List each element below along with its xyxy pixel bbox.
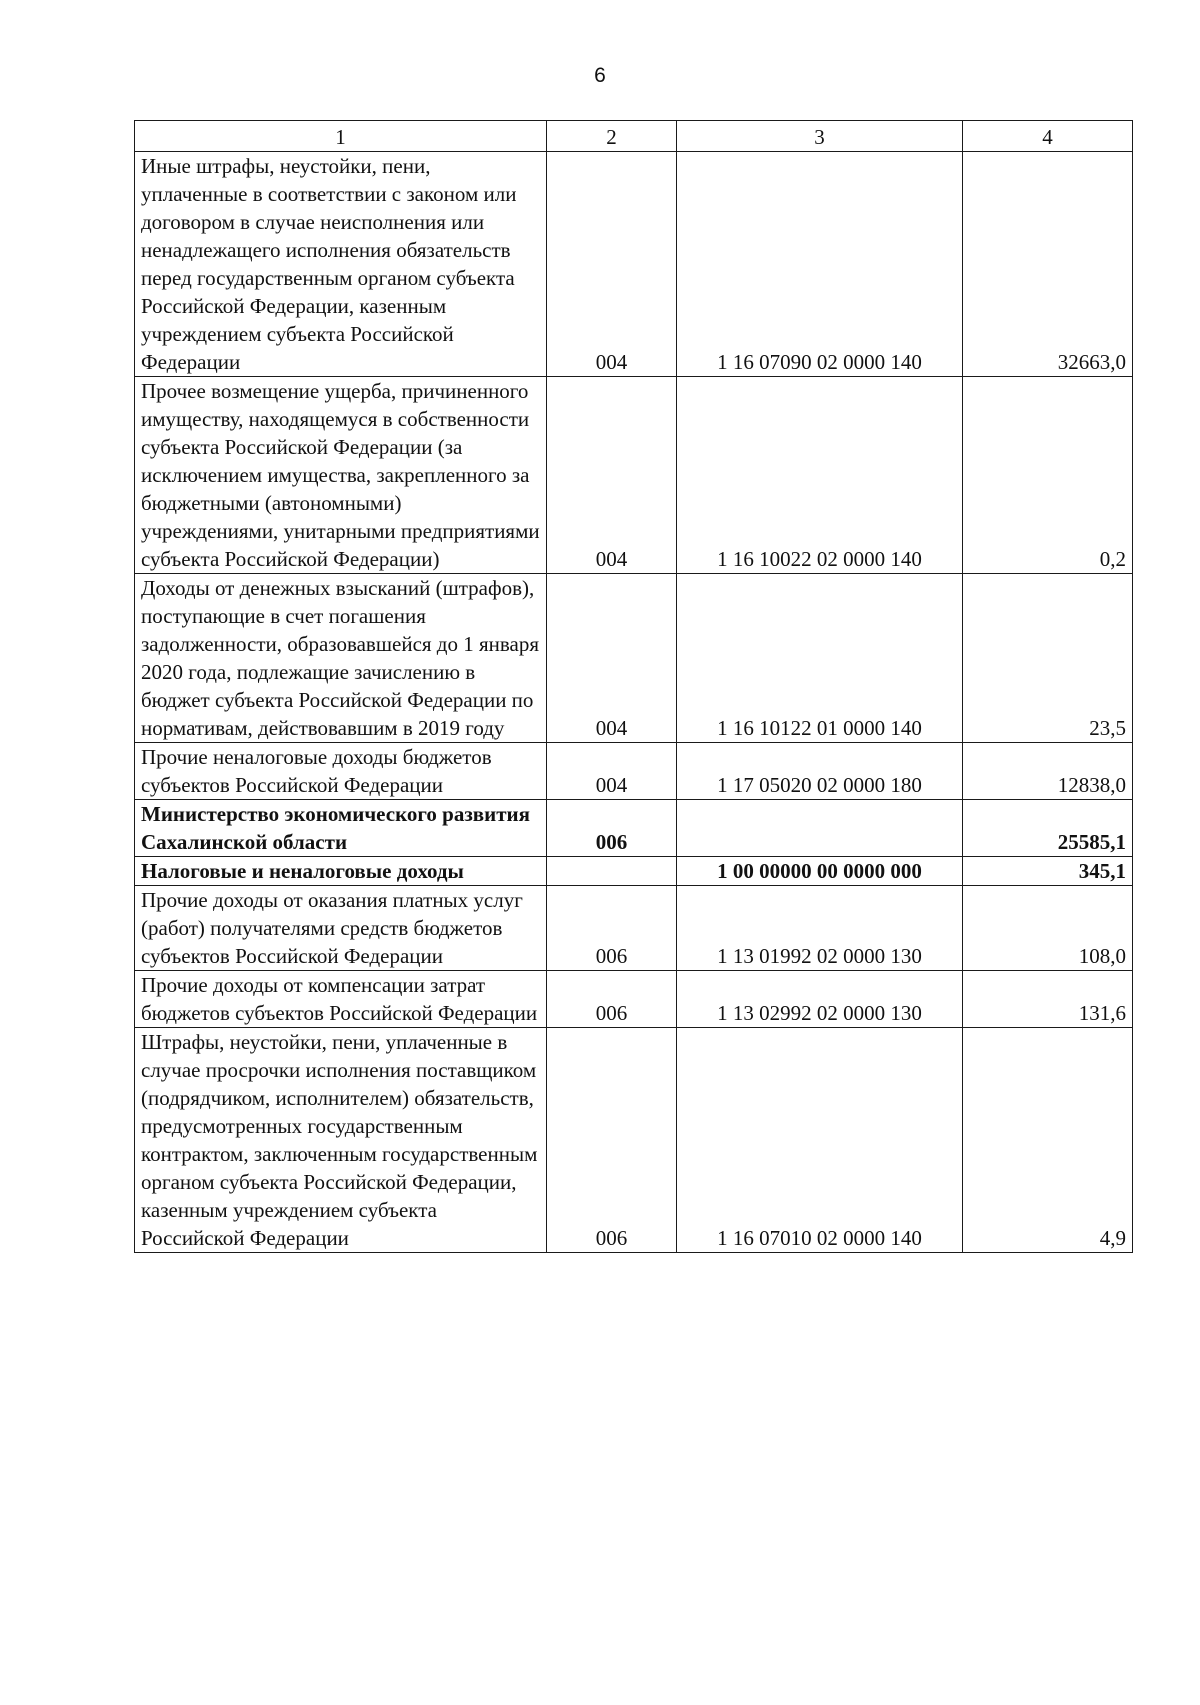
row-code-cell: 1 16 10122 01 0000 140	[677, 574, 963, 743]
row-code-cell: 1 13 02992 02 0000 130	[677, 971, 963, 1028]
row-name-cell: Министерство экономического развития Сахалинской области	[135, 800, 547, 857]
row-name-cell: Прочие доходы от оказания платных услуг (работ) получателями средств бюджетов субъектов Российской Федерации	[135, 886, 547, 971]
table-row	[135, 152, 1133, 377]
row-admin-cell: 004	[547, 574, 677, 743]
row-code-cell: 1 16 07010 02 0000 140	[677, 1028, 963, 1253]
row-admin-cell: 006	[547, 800, 677, 857]
row-name-cell: Иные штрафы, неустойки, пени, уплаченные в соответствии с законом или договором в случае неисполнения или ненадлежащего исполнения обязательств перед государственным органом субъекта Российской Федерации, казенным учреждением субъекта Российской Федерации	[135, 152, 547, 377]
column-header-4: 4	[963, 121, 1133, 152]
row-amount-cell: 108,0	[963, 886, 1133, 971]
row-amount-cell: 32663,0	[963, 152, 1133, 377]
table-row	[135, 971, 1133, 1028]
row-code-cell: 1 16 10022 02 0000 140	[677, 377, 963, 574]
row-admin-cell	[547, 857, 677, 886]
row-name-cell: Прочее возмещение ущерба, причиненного имуществу, находящемуся в собственности субъекта Российской Федерации (за исключением имущества, закрепленного за бюджетными (автономными) учреждениями, унитарными предприятиями субъекта Российской Федерации)	[135, 377, 547, 574]
table-header-row	[135, 121, 1133, 152]
row-amount-cell: 131,6	[963, 971, 1133, 1028]
row-name-cell: Налоговые и неналоговые доходы	[135, 857, 547, 886]
table-row-ministry	[135, 800, 1133, 857]
row-code-cell	[677, 800, 963, 857]
table-row	[135, 377, 1133, 574]
column-header-2: 2	[547, 121, 677, 152]
column-header-3: 3	[677, 121, 963, 152]
row-code-cell: 1 00 00000 00 0000 000	[677, 857, 963, 886]
table-row	[135, 1028, 1133, 1253]
page-number: 6	[594, 64, 606, 87]
row-admin-cell: 006	[547, 886, 677, 971]
row-name-cell: Прочие неналоговые доходы бюджетов субъектов Российской Федерации	[135, 743, 547, 800]
row-admin-cell: 004	[547, 152, 677, 377]
table-row	[135, 574, 1133, 743]
row-amount-cell: 345,1	[963, 857, 1133, 886]
row-admin-cell: 004	[547, 377, 677, 574]
row-admin-cell: 006	[547, 1028, 677, 1253]
row-amount-cell: 4,9	[963, 1028, 1133, 1253]
row-amount-cell: 0,2	[963, 377, 1133, 574]
revenue-table	[134, 120, 1133, 1253]
table-row	[135, 886, 1133, 971]
column-header-1: 1	[135, 121, 547, 152]
row-name-cell: Штрафы, неустойки, пени, уплаченные в случае просрочки исполнения поставщиком (подрядчиком, исполнителем) обязательств, предусмотренных государственным контрактом, заключенным государственным органом субъекта Российской Федерации, казенным учреждением субъекта Российской Федерации	[135, 1028, 547, 1253]
row-amount-cell: 12838,0	[963, 743, 1133, 800]
row-code-cell: 1 17 05020 02 0000 180	[677, 743, 963, 800]
row-code-cell: 1 16 07090 02 0000 140	[677, 152, 963, 377]
table-row	[135, 743, 1133, 800]
row-code-cell: 1 13 01992 02 0000 130	[677, 886, 963, 971]
row-admin-cell: 004	[547, 743, 677, 800]
row-name-cell: Прочие доходы от компенсации затрат бюджетов субъектов Российской Федерации	[135, 971, 547, 1028]
row-name-cell: Доходы от денежных взысканий (штрафов), поступающие в счет погашения задолженности, образовавшейся до 1 января 2020 года, подлежащие зачислению в бюджет субъекта Российской Федерации по нормативам, действовавшим в 2019 году	[135, 574, 547, 743]
row-amount-cell: 25585,1	[963, 800, 1133, 857]
row-amount-cell: 23,5	[963, 574, 1133, 743]
row-admin-cell: 006	[547, 971, 677, 1028]
table-row-subtotal	[135, 857, 1133, 886]
